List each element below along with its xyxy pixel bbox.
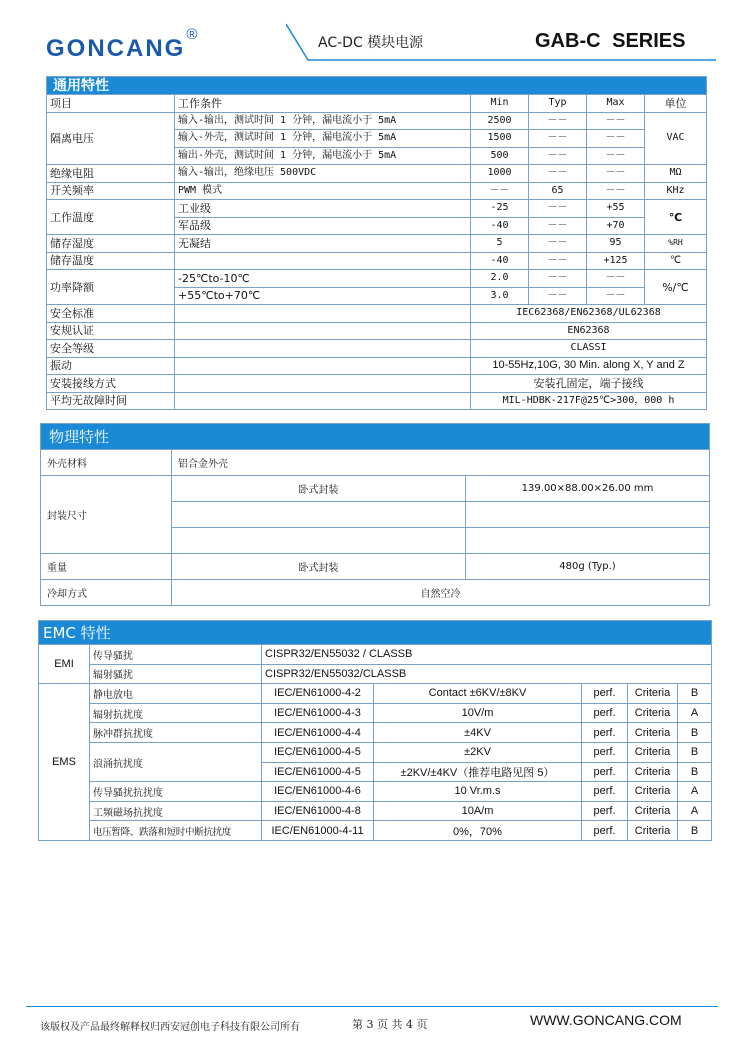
product-category: AC-DC 模块电源: [318, 35, 424, 51]
company-logo: GONCANG®: [46, 26, 200, 62]
table-row: 功率降额 -25℃to-10℃ 2.0 －－ －－ %/℃: [47, 270, 707, 288]
table-row: EMS 静电放电 IEC/EN61000-4-2 Contact ±6KV/±8KV perf. Criteria B: [39, 684, 712, 704]
table-row: 储存温度 -40 －－ +125 ℃: [47, 252, 707, 270]
table-row: +55℃to+70℃ 3.0 －－ －－: [47, 287, 707, 305]
table-row: 输入-外壳，测试时间 1 分钟，漏电流小于 5mA 1500 －－ －－: [47, 130, 707, 148]
page-number: 第 3 页 共 4 页: [352, 1018, 428, 1031]
table-row: EMI 传导骚扰 CISPR32/EN55032 / CLASSB: [39, 645, 712, 665]
table-row: 储存湿度 无凝结 5 －－ 95 %RH: [47, 235, 707, 253]
table-row: 辐射抗扰度 IEC/EN61000-4-3 10V/m perf. Criteria A: [39, 703, 712, 723]
table-row: 开关频率 PWM 模式 －－ 65 －－ KHz: [47, 182, 707, 200]
table-row: 绝缘电阻 输入-输出，绝缘电压 500VDC 1000 －－ －－ MΩ: [47, 165, 707, 183]
table-row: 安全标准 IEC62368/EN62368/UL62368: [47, 305, 707, 323]
table-row: 外壳材料 铝合金外壳: [41, 450, 710, 476]
table-row: 输出-外壳，测试时间 1 分钟，漏电流小于 5mA 500 －－ －－: [47, 147, 707, 165]
table-row: 浪涌抗扰度 IEC/EN61000-4-5 ±2KV perf. Criteria B: [39, 742, 712, 762]
table-row: 军品级 -40 －－ +70: [47, 217, 707, 235]
table-row: IEC/EN61000-4-5 ±2KV/±4KV（推荐电路见图 5） perf. Criteria B: [39, 762, 712, 782]
table-row: 安全等级 CLASSI: [47, 340, 707, 358]
section-title: 通用特性: [47, 77, 707, 95]
section-title: 物理特性: [41, 424, 710, 450]
footer-divider: [26, 1006, 718, 1007]
table-row: 振动 10-55Hz,10G, 30 Min. along X, Y and Z: [47, 357, 707, 375]
section-title: EMC 特性: [39, 621, 712, 645]
series-title: GAB-C SERIES: [535, 30, 686, 52]
table-row: 传导骚扰抗扰度 IEC/EN61000-4-6 10 Vr.m.s perf. Criteria A: [39, 782, 712, 802]
table-row: 工作温度 工业级 -25 －－ +55 ℃: [47, 200, 707, 218]
table-row: 平均无故障时间 MIL-HDBK-217F@25℃>300，000 h: [47, 392, 707, 410]
footer-copyright: 该版权及产品最终解释权归西安冠创电子科技有限公司所有: [40, 1022, 300, 1033]
table-row: 安规认证 EN62368: [47, 322, 707, 340]
table-row: 工频磁场抗扰度 IEC/EN61000-4-8 10A/m perf. Criteria A: [39, 801, 712, 821]
page-header: [0, 0, 750, 60]
table-row: 隔离电压 输入-输出，测试时间 1 分钟，漏电流小于 5mA 2500 －－ －－ VAC: [47, 112, 707, 130]
table-row: 冷却方式 自然空冷: [41, 580, 710, 606]
emc-spec-table: [38, 620, 712, 841]
table-row: 电压暂降、跌落和短时中断抗扰度 IEC/EN61000-4-11 0%，70% perf. Criteria B: [39, 821, 712, 841]
table-row: 重量 卧式封装 480g (Typ.): [41, 554, 710, 580]
table-row: 安装接线方式 安装孔固定，端子接线: [47, 375, 707, 393]
general-spec-table: [46, 76, 707, 410]
table-row: 辐射骚扰 CISPR32/EN55032/CLASSB: [39, 664, 712, 684]
table-row: 脉冲群抗扰度 IEC/EN61000-4-4 ±4KV perf. Criteria B: [39, 723, 712, 743]
table-header-row: 项目 工作条件 Min Typ Max 单位: [47, 95, 707, 113]
table-row: 封装尺寸 卧式封装 139.00×88.00×26.00 mm: [41, 476, 710, 502]
website-link[interactable]: WWW.GONCANG.COM: [530, 1012, 682, 1028]
physical-spec-table: [40, 423, 710, 606]
